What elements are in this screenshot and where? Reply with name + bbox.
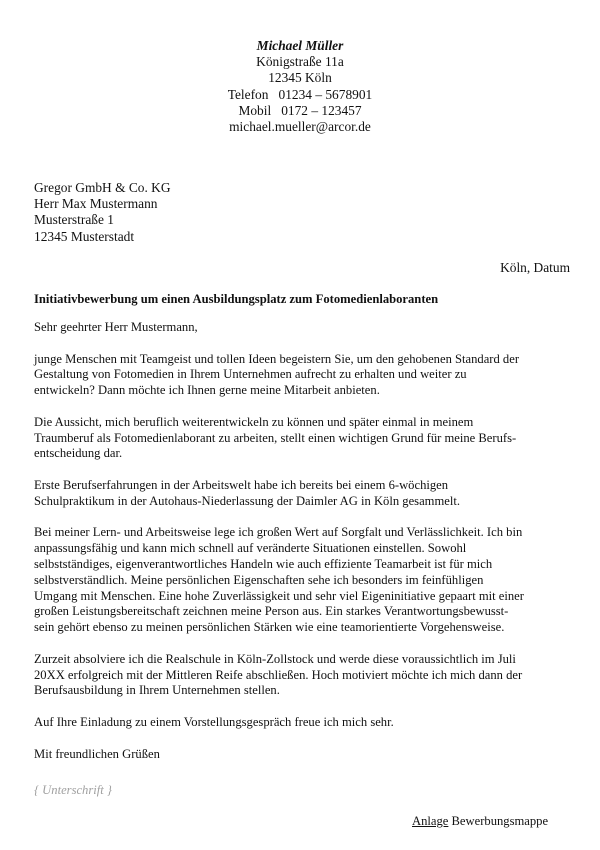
body-line: selbstverständlich. Meine persönlichen Eigenschaften sehe ich besonders im feinfühligen — [34, 572, 484, 587]
body-line: Die Aussicht, mich beruflich weiterentwickeln zu können und später einmal in meinem — [34, 414, 474, 429]
recipient-company: Gregor GmbH & Co. KG — [34, 180, 171, 195]
letter-body — [34, 320, 574, 778]
sender-address-block — [0, 38, 600, 135]
sender-name: Michael Müller — [256, 38, 344, 53]
sender-phone: Telefon 01234 – 5678901 — [227, 86, 373, 102]
body-paragraph — [34, 478, 574, 510]
body-line: anpassungsfähig und kann mich schnell auf veränderte Situationen einstellen. Sowohl — [34, 541, 467, 556]
recipient-city: 12345 Musterstadt — [34, 228, 135, 244]
salutation: Sehr geehrter Herr Mustermann, — [34, 320, 198, 334]
closing: Mit freundlichen Grüßen — [34, 746, 160, 761]
body-paragraph — [34, 352, 574, 399]
sender-mobile: Mobil 0172 – 123457 — [238, 102, 362, 118]
body-paragraph — [34, 525, 574, 636]
letter-date: Köln, Datum — [500, 260, 570, 275]
body-line: Berufsausbildung in Ihrem Unternehmen stellen. — [34, 683, 280, 698]
body-line: großen Leistungsbereitschaft zeichnen meine Person aus. Ein starkes Verantwortungsbewusst- — [34, 604, 509, 619]
letter-subject: Initiativbewerbung um einen Ausbildungsplatz zum Fotomedienlaboranten — [34, 292, 439, 306]
recipient-street: Musterstraße 1 — [34, 212, 114, 228]
body-line: entwickeln? Dann möchte ich Ihnen gerne meine Mitarbeit anbieten. — [34, 383, 380, 398]
recipient-contact: Herr Max Mustermann — [34, 196, 158, 212]
body-line: Umgang mit Menschen. Eine hohe Zuverlässigkeit und sehr viel Eigeninitiative gepaart mit einer — [34, 588, 524, 603]
enclosure-note — [412, 814, 548, 829]
body-line: Zurzeit absolviere ich die Realschule in Köln-Zollstock und werde diese voraussichtlich im Juli — [34, 651, 516, 666]
body-paragraph — [34, 715, 574, 731]
body-paragraph — [34, 415, 574, 462]
sender-email: michael.mueller@arcor.de — [229, 119, 371, 135]
body-line: Erste Berufserfahrungen in der Arbeitswelt habe ich bereits bei einem 6-wöchigen — [34, 477, 449, 492]
signature-placeholder: { Unterschrift } — [34, 783, 112, 797]
body-line: Auf Ihre Einladung zu einem Vorstellungsgespräch freue ich mich sehr. — [34, 714, 394, 729]
body-line: Bei meiner Lern- und Arbeitsweise lege ich großen Wert auf Sorgfalt und Verlässlichkeit. Ich bin — [34, 525, 523, 540]
sender-street: Königstraße 11a — [256, 54, 344, 70]
body-line: junge Menschen mit Teamgeist und tollen Ideen begeistern Sie, um den gehobenen Standard der — [34, 351, 520, 366]
body-line: Schulpraktikum in der Autohaus-Niederlassung der Daimler AG in Köln gesammelt. — [34, 493, 461, 508]
body-line: Gestaltung von Fotomedien in Ihrem Unternehmen aufrecht zu erhalten und weiter zu — [34, 367, 467, 382]
body-line: selbstständiges, eigenverantwortliches Handeln wie auch effiziente Teamarbeit ist für mich — [34, 556, 493, 571]
recipient-address-block — [34, 180, 171, 245]
body-line: 20XX erfolgreich mit der Mittleren Reife abschließen. Hoch motiviert möchte ich mich dann der — [34, 667, 523, 682]
enclosure-label: Anlage — [412, 814, 449, 828]
body-line: entscheidung dar. — [34, 446, 123, 461]
sender-city: 12345 Köln — [268, 70, 332, 86]
enclosure-text: Bewerbungsmappe — [451, 814, 549, 828]
body-paragraph — [34, 652, 574, 699]
body-line: sein gehört ebenso zu meinen persönlichen Stärken wie eine teamorientierte Vorgehensweise. — [34, 620, 505, 635]
body-line: Traumberuf als Fotomedienlaborant zu arbeiten, stellt einen wichtigen Grund für meine Berufs- — [34, 430, 517, 445]
